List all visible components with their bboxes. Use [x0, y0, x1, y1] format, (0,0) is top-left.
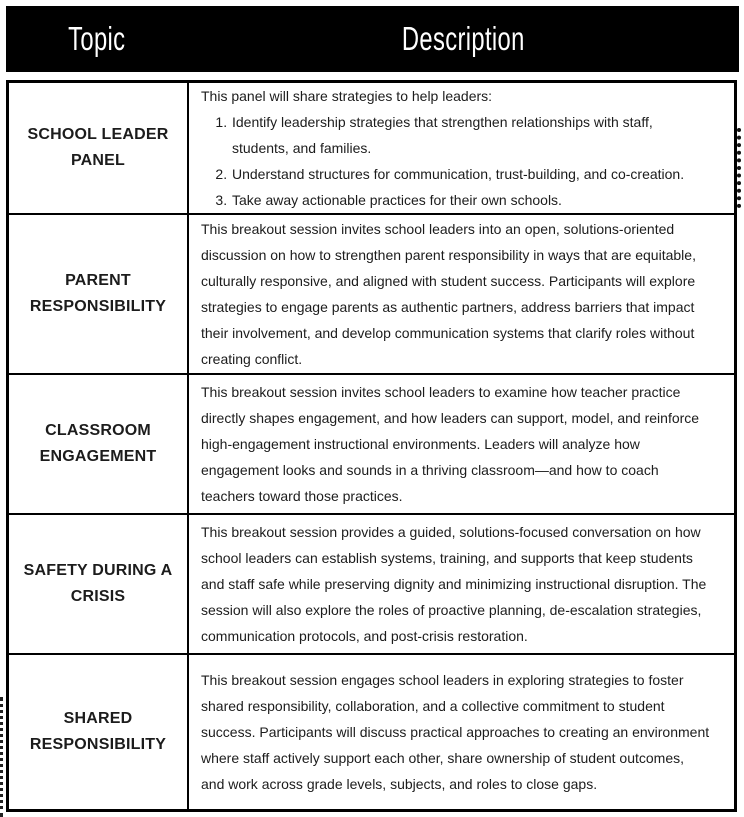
description-cell — [189, 83, 734, 213]
table-row — [9, 213, 734, 373]
topic-cell-safety-during-a-crisis: SAFETY DURING A CRISIS — [9, 515, 189, 653]
description-numbered-list — [201, 109, 710, 213]
topic-column-header — [6, 20, 188, 58]
topic-cell-parent-responsibility: PARENT RESPONSIBILITY — [9, 215, 189, 373]
list-item: 1. Identify leadership strategies that strengthen relationships with staff, students, and families. — [231, 109, 710, 161]
table-row — [9, 373, 734, 513]
list-item: 3. Take away actionable practices for their own schools. — [231, 187, 710, 213]
table-row — [9, 513, 734, 653]
table-row — [9, 83, 734, 213]
topic-column-header-label: Topic — [68, 20, 126, 57]
topic-cell-shared-responsibility: SHARED RESPONSIBILITY — [9, 655, 189, 809]
right-edge-dotted-artifact — [737, 128, 741, 208]
description-intro-text: This panel will share strategies to help leaders: — [201, 88, 493, 104]
left-edge-dotted-artifact — [0, 697, 3, 817]
list-item: 2. Understand structures for communication, trust-building, and co-creation. — [231, 161, 710, 187]
description-column-header-label: Description — [402, 20, 525, 57]
description-text: This breakout session invites school leaders to examine how teacher practice directly shapes engagement, and how leaders can support, model, and reinforce high-engagement instructional environments. Leaders will analyze how engagement looks and sounds in a thriving classroom—and how to coach teachers toward those practices. — [201, 384, 700, 504]
topics-table — [6, 80, 737, 812]
topic-cell-school-leader-panel: SCHOOL LEADER PANEL — [9, 83, 189, 213]
description-text: This breakout session engages school leaders in exploring strategies to foster shared responsibility, collaboration, and a collective commitment to student success. Participants will discuss practical approaches to creating an environment where staff actively support each other, share ownership of student outcomes, and work across grade levels, subjects, and roles to close gaps. — [201, 672, 710, 792]
description-cell — [189, 515, 734, 653]
description-cell — [189, 375, 734, 513]
description-cell — [189, 215, 734, 373]
session-topics-document — [6, 6, 739, 812]
table-row — [9, 653, 734, 809]
table-header-bar — [6, 6, 739, 72]
description-column-header — [188, 20, 739, 58]
description-text: This breakout session invites school leaders into an open, solutions-oriented discussion on how to strengthen parent responsibility in ways that are equitable, culturally responsive, and aligned with student success. Participants will explore strategies to engage parents as authentic partners, address barriers that impact their involvement, and develop communication systems that clarify roles without creating conflict. — [201, 221, 696, 367]
description-text: This breakout session provides a guided, solutions-focused conversation on how school leaders can establish systems, training, and supports that keep students and staff safe while preserving dignity and minimizing instructional disruption. The session will also explore the roles of proactive planning, de-escalation strategies, communication protocols, and post-crisis restoration. — [201, 524, 707, 644]
description-cell — [189, 655, 734, 809]
topic-cell-classroom-engagement: CLASSROOM ENGAGEMENT — [9, 375, 189, 513]
